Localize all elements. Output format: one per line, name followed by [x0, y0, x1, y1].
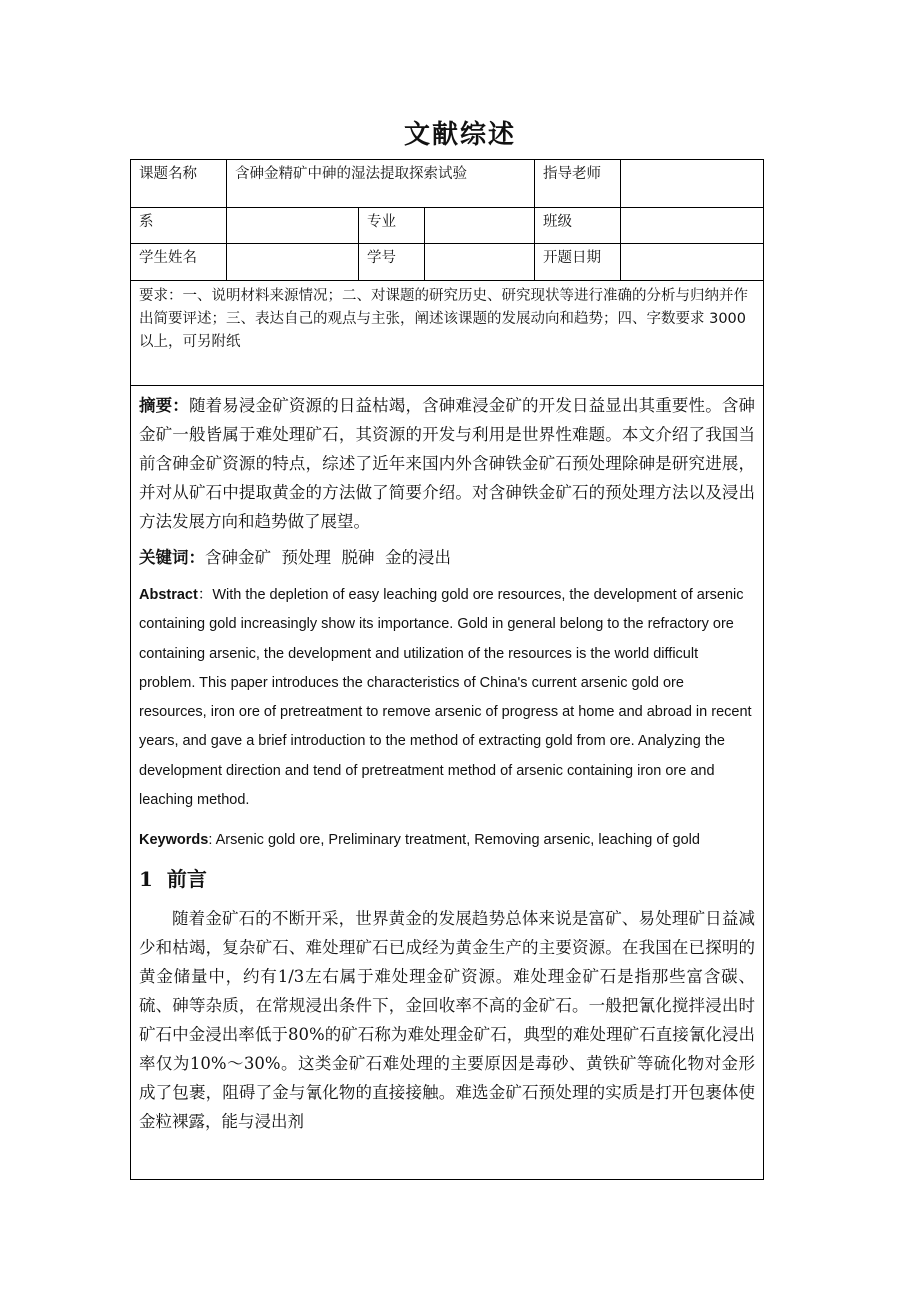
keywords-en [139, 826, 755, 855]
class-value [621, 208, 763, 244]
section-paragraph: 随着金矿石的不断开采，世界黄金的发展趋势总体来说是富矿、易处理矿日益减少和枯竭，复杂矿石、难处理矿石已成经为黄金生产的主要资源。在我国在已探明的黄金储量中，约有1/3左右属于难处理金矿资源。难处理金矿石是指那些富含碳、硫、砷等杂质，在常规浸出条件下，金回收率不高的金矿石。一般把氰化搅拌浸出时矿石中金浸出率低于80%的矿石称为难处理金矿石，典型的难处理矿石直接氰化浸出率仅为10%～30%。这类金矿石难处理的主要原因是毒砂、黄铁矿等硫化物对金形成了包裹，阻碍了金与氰化物的直接接触。难选金矿石预处理的实质是打开包裹体使金粒裸露，能与浸出剂 [139, 908, 755, 1131]
abstract-en-label: Abstract [139, 587, 198, 603]
section-heading: 1 前言 [139, 866, 207, 891]
topic-value: 含砷金精矿中砷的湿法提取探索试验 [227, 160, 535, 208]
abstract-cn-text: 随着易浸金矿资源的日益枯竭，含砷难浸金矿的开发日益显出其重要性。含砷金矿一般皆属于难处理矿石，其资源的开发与利用是世界性难题。本文介绍了我国当前含砷金矿资源的特点，综述了近年来国内外含砷铁金矿石预处理除砷是研究进展，并对从矿石中提取黄金的方法做了简要介绍。对含砷铁金矿石的预处理方法以及浸出方法发展方向和趋势做了展望。 [139, 396, 756, 531]
id-value [425, 244, 535, 281]
keywords-cn [139, 543, 755, 572]
major-label: 专业 [359, 208, 425, 244]
advisor-label: 指导老师 [535, 160, 621, 208]
requirements-text: 要求：一、说明材料来源情况；二、对课题的研究历史、研究现状等进行准确的分析与归纳并作出简要评述；三、表达自己的观点与主张，阐述该课题的发展动向和趋势；四、字数要求 3000 以上，可另附纸 [131, 281, 763, 386]
name-label: 学生姓名 [131, 244, 227, 281]
abstract-cn-label: 摘要： [139, 396, 189, 415]
review-body [131, 386, 763, 1136]
keywords-en-text: : Arsenic gold ore, Preliminary treatment, Removing arsenic, leaching of gold [208, 832, 700, 849]
topic-label: 课题名称 [131, 160, 227, 208]
dept-label: 系 [131, 208, 227, 244]
keywords-cn-label: 关键词： [139, 548, 205, 567]
abstract-en-text: With the depletion of easy leaching gold ore resources, the development of arsenic containing gold increasingly show its importance. Gold in general belong to the refractory ore containing arsenic, the development and utilization of the resources is the world difficult problem. This paper introduces the characteristics of China's current arsenic gold ore resources, iron ore of pretreatment to remove arsenic of progress at home and abroad in recent years, and gave a brief introduction to the method of extracting gold from ore. Analyzing the development direction and tend of pretreatment method of arsenic containing iron ore and leaching method. [139, 587, 752, 809]
dept-value [227, 208, 359, 244]
page-title: 文献综述 [403, 120, 516, 150]
date-label: 开题日期 [535, 244, 621, 281]
abstract-en-sep: ： [197, 587, 213, 603]
keywords-en-label: Keywords [139, 832, 209, 849]
class-label: 班级 [535, 208, 621, 244]
major-value [425, 208, 535, 244]
document-table [130, 159, 764, 1180]
date-value [621, 244, 763, 281]
info-grid [131, 160, 763, 386]
abstract-en [139, 581, 755, 815]
id-label: 学号 [359, 244, 425, 281]
advisor-value [621, 160, 763, 208]
name-value [227, 244, 359, 281]
abstract-cn [139, 391, 755, 536]
keywords-cn-text: 含砷金矿 预处理 脱砷 金的浸出 [205, 548, 451, 567]
